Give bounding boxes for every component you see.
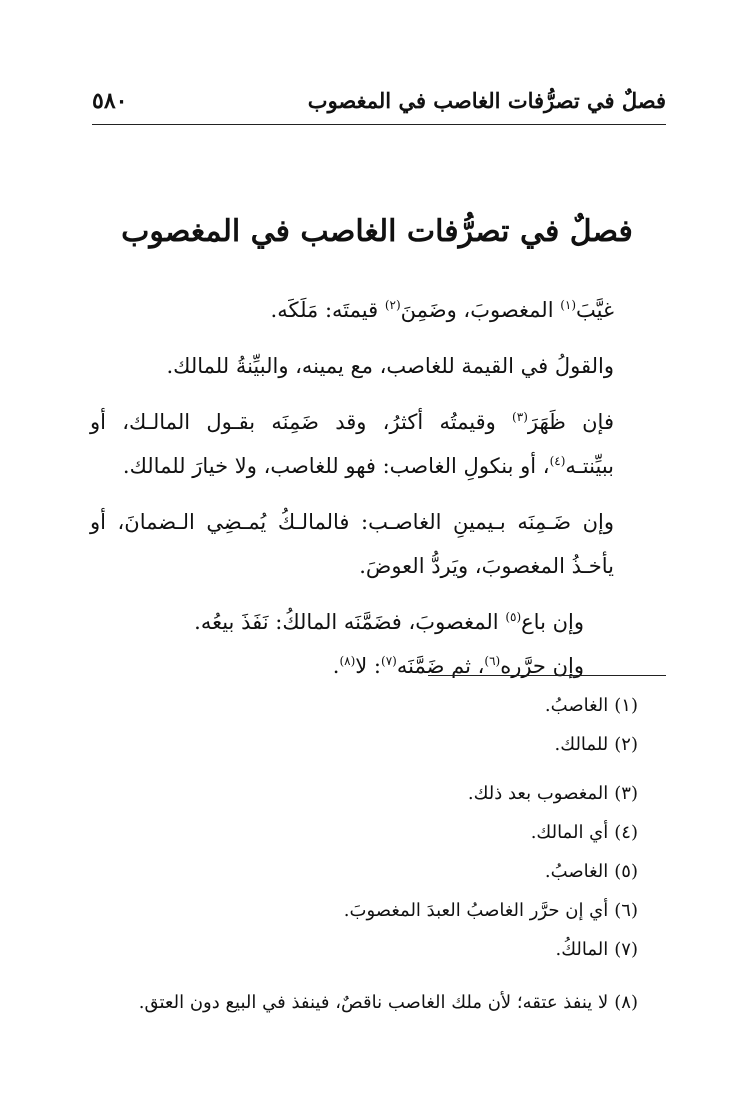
- footnote-ref: (٨): [339, 654, 356, 668]
- footnote-text: للمالك.: [554, 734, 609, 755]
- footnote-number: (٣): [614, 783, 638, 804]
- footnote-4: [90, 815, 638, 854]
- paragraph-3: [90, 400, 666, 488]
- body-text: [90, 288, 666, 700]
- footnote-1: [90, 688, 638, 727]
- footnote-number: (٨): [614, 992, 638, 1013]
- footnote-ref: (١): [560, 298, 577, 312]
- running-header-title: فصلٌ في تصرُّفات الغاصب في المغصوب: [307, 88, 666, 113]
- footnote-text: الغاصبُ.: [544, 861, 609, 882]
- footnote-text: أي إن حرَّر الغاصبُ العبدَ المغصوبَ.: [343, 900, 609, 921]
- footnote-number: (٧): [614, 939, 638, 960]
- text-run: ، ثم ضَمَّنَه: [396, 654, 485, 678]
- text-run: غيَّبَ: [576, 298, 614, 322]
- footnote-text: المالكُ.: [555, 939, 609, 960]
- text-run: فإن ظَهَرَ: [527, 410, 614, 434]
- footnote-3: [90, 776, 638, 815]
- text-run: المغصوبَ، وضَمِنَ: [400, 298, 561, 322]
- page-number: ٥٨٠: [92, 88, 128, 114]
- footnote-number: (٥): [614, 861, 638, 882]
- text-run: قيمتَه: مَلَكَه.: [270, 298, 385, 322]
- footnote-5: [90, 854, 638, 893]
- footnote-ref: (٧): [381, 654, 397, 668]
- text-run: وقيمتُه أكثرُ، وقد ضَمِنَه بقـول المالـك، أو ببيِّنتـه: [90, 410, 614, 478]
- footnote-text: لا ينفذ عتقه؛ لأن ملك الغاصب ناقصٌ، فينفذ في البيع دون العتق.: [138, 992, 609, 1013]
- footnote-ref: (٣): [512, 410, 528, 424]
- footnote-number: (١): [614, 695, 638, 716]
- paragraph-4: وإن ضَـمِنَه بـيمينِ الغاصـب: فالمالـكُ يُمـضِي الـضمانَ، أو يأخـذُ المغصوبَ، ويَردُّ العوضَ.: [90, 510, 614, 578]
- chapter-title: فصلٌ في تصرُّفات الغاصب في المغصوب: [121, 214, 633, 249]
- text-run: : لا: [355, 654, 382, 678]
- footnote-ref: (٦): [484, 654, 501, 668]
- text-run: وإن باع: [521, 610, 584, 634]
- footnote-divider: [428, 675, 666, 676]
- footnote-number: (٦): [614, 900, 638, 921]
- footnote-ref: (٤): [549, 454, 566, 468]
- footnote-number: (٢): [614, 734, 638, 755]
- header-divider: [92, 124, 666, 125]
- paragraph-2: والقولُ في القيمة للغاصب، مع يمينه، والبيِّنةُ للمالك.: [166, 354, 614, 378]
- footnote-text: أي المالك.: [530, 822, 609, 843]
- text-run: المغصوبَ، فضَمَّنَه المالكُ: نَفَذَ بيعُه.: [194, 610, 506, 634]
- footnote-text: الغاصبُ.: [544, 695, 609, 716]
- footnote-ref: (٥): [505, 610, 522, 624]
- text-run: وإن حرَّره: [500, 654, 584, 678]
- text-run: ، أو بنكولِ الغاصب: فهو للغاصب، ولا خيارَ للمالك.: [122, 454, 550, 478]
- paragraph-6: [90, 644, 666, 688]
- text-run: .: [332, 654, 340, 678]
- running-header: [92, 88, 666, 120]
- footnote-8: [90, 985, 638, 1024]
- footnote-6: [90, 893, 638, 932]
- footnotes: [90, 688, 638, 1024]
- footnote-7: [90, 932, 638, 971]
- paragraph-5: [90, 600, 666, 644]
- footnote-number: (٤): [614, 822, 638, 843]
- footnote-2: [90, 727, 638, 766]
- footnote-ref: (٢): [384, 298, 401, 312]
- footnote-text: المغصوب بعد ذلك.: [467, 783, 609, 804]
- paragraph-1: [90, 288, 666, 332]
